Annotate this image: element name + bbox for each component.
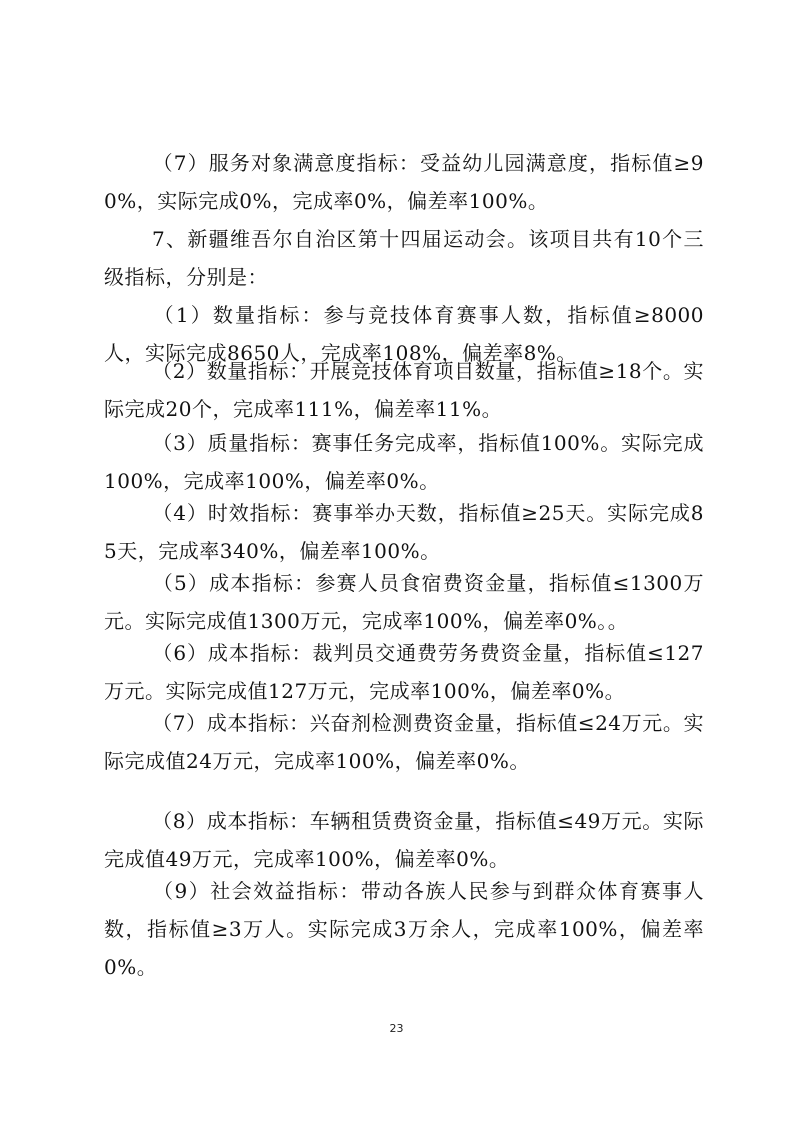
paragraph-indicator-8: （8）成本指标：车辆租赁费资金量，指标值≤49万元。实际完成值49万元，完成率100%，偏差率0%。 xyxy=(104,809,704,871)
page-number: 23 xyxy=(389,1022,404,1035)
paragraph-indicator-4: （4）时效指标：赛事举办天数，指标值≥25天。实际完成85天，完成率340%，偏差率100%。 xyxy=(104,501,704,563)
paragraph-indicator-5: （5）成本指标：参赛人员食宿费资金量，指标值≤1300万元。实际完成值1300万元，完成率100%，偏差率0%。。 xyxy=(104,571,704,633)
paragraph-indicator-3: （3）质量指标：赛事任务完成率，指标值100%。实际完成100%，完成率100%，偏差率0%。 xyxy=(104,431,704,493)
paragraph-games-intro: 7、新疆维吾尔自治区第十四届运动会。该项目共有10个三级指标，分别是： xyxy=(104,227,704,289)
paragraph-indicator-7: （7）成本指标：兴奋剂检测费资金量，指标值≤24万元。实际完成值24万元，完成率100%，偏差率0%。 xyxy=(104,711,704,773)
paragraph-indicator-1: （1）数量指标：参与竞技体育赛事人数，指标值≥8000人，实际完成8650人，完成率108%，偏差率8%。 xyxy=(104,303,704,365)
paragraph-indicator-6: （6）成本指标：裁判员交通费劳务费资金量，指标值≤127万元。实际完成值127万元，完成率100%，偏差率0%。 xyxy=(104,641,704,703)
paragraph-service-satisfaction: （7）服务对象满意度指标：受益幼儿园满意度，指标值≥90%，实际完成0%，完成率0%，偏差率100%。 xyxy=(104,151,704,213)
paragraph-indicator-9: （9）社会效益指标：带动各族人民参与到群众体育赛事人数，指标值≥3万人。实际完成3万余人，完成率100%，偏差率0%。 xyxy=(104,879,704,979)
paragraph-indicator-2: （2）数量指标：开展竞技体育项目数量，指标值≥18个。实际完成20个，完成率111%，偏差率11%。 xyxy=(104,359,704,421)
